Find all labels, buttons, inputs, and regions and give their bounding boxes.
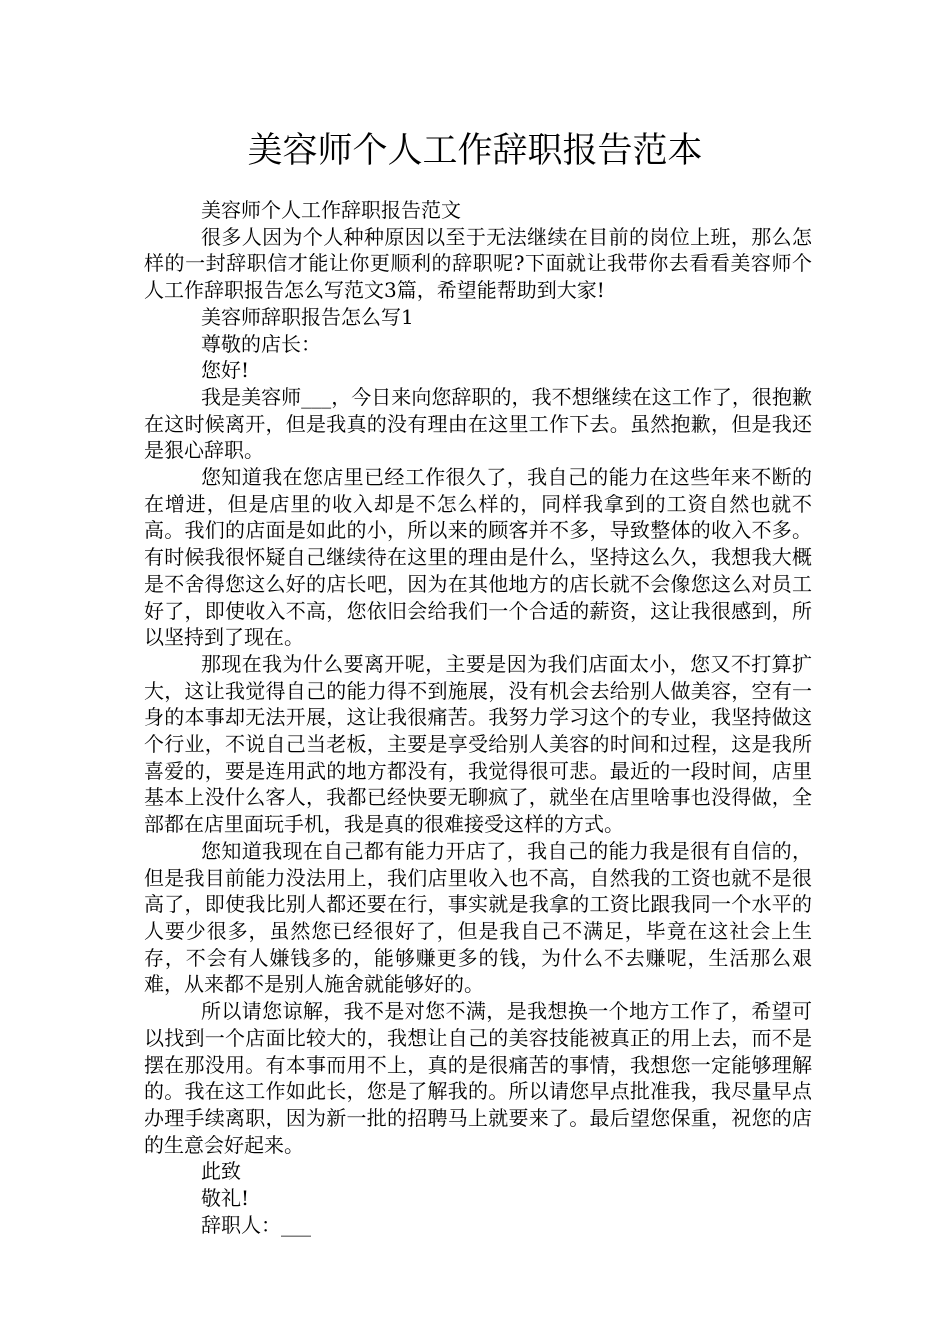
closing-line: 此致 [201,1159,241,1184]
body-paragraph: 我是美容师___，今日来向您辞职的，我不想继续在这工作了，很抱歉在这时候离开，但是我真的没有理由在这里工作下去。虽然抱歉，但是我还是狠心辞职。 [144,384,812,463]
closing-regards: 敬礼! [201,1186,250,1211]
document-body [144,197,812,1238]
document-title: 美容师个人工作辞职报告范本 [247,131,703,171]
section-heading: 美容师辞职报告怎么写1 [201,304,414,329]
body-paragraph: 那现在我为什么要离开呢，主要是因为我们店面太小，您又不打算扩大，这让我觉得自己的能力得不到施展，没有机会去给别人做美容，空有一身的本事却无法开展，这让我很痛苦。我努力学习这个的专业，我坚持做这个行业，不说自己当老板，主要是享受给别人美容的时间和过程，这是我所喜爱的，要是连用武的地方都没有，我觉得很可悲。最近的一段时间，店里基本上没什么客人，我都已经快要无聊疯了，就坐在店里啥事也没得做，全部都在店里面玩手机，我是真的很难接受这样的方式。 [144,651,812,837]
intro-paragraph: 很多人因为个人种种原因以至于无法继续在目前的岗位上班，那么怎样的一封辞职信才能让你更顺利的辞职呢?下面就让我带你去看看美容师个人工作辞职报告怎么写范文3篇，希望能帮助到大家! [144,224,812,303]
body-paragraph: 您知道我在您店里已经工作很久了，我自己的能力在这些年来不断的在增进，但是店里的收入却是不怎么样的，同样我拿到的工资自然也就不高。我们的店面是如此的小，所以来的顾客并不多，导致整体的收入不多。有时候我很怀疑自己继续待在这里的理由是什么，坚持这么久，我想我大概是不舍得您这么好的店长吧，因为在其他地方的店长就不会像您这么对员工好了，即使收入不高，您依旧会给我们一个合适的薪资，这让我很感到，所以坚持到了现在。 [144,465,812,650]
greeting: 您好! [201,358,250,383]
body-paragraph: 您知道我现在自己都有能力开店了，我自己的能力我是很有自信的，但是我目前能力没法用上，我们店里收入也不高，自然我的工资也就不是很高了，即使我比别人都还要在行，事实就是我拿的工资比跟我同一个水平的人要少很多，虽然您已经很好了，但是我自己不满足，毕竟在这社会上生存，不会有人嫌钱多的，能够赚更多的钱，为什么不去赚呢，生活那么艰难，从来都不是别人施舍就能够好的。 [144,838,812,997]
body-paragraph: 所以请您谅解，我不是对您不满，是我想换一个地方工作了，希望可以找到一个店面比较大的，我想让自己的美容技能被真正的用上去，而不是摆在那没用。有本事而用不上，真的是很痛苦的事情，我想您一定能够理解的。我在这工作如此长，您是了解我的。所以请您早点批准我，我尽量早点办理手续离职，因为新一批的招聘马上就要来了。最后望您保重，祝您的店的生意会好起来。 [144,999,812,1157]
salutation: 尊敬的店长： [201,331,321,356]
signature-line: 辞职人：___ [201,1212,311,1237]
subtitle-paragraph: 美容师个人工作辞职报告范文 [201,198,461,222]
